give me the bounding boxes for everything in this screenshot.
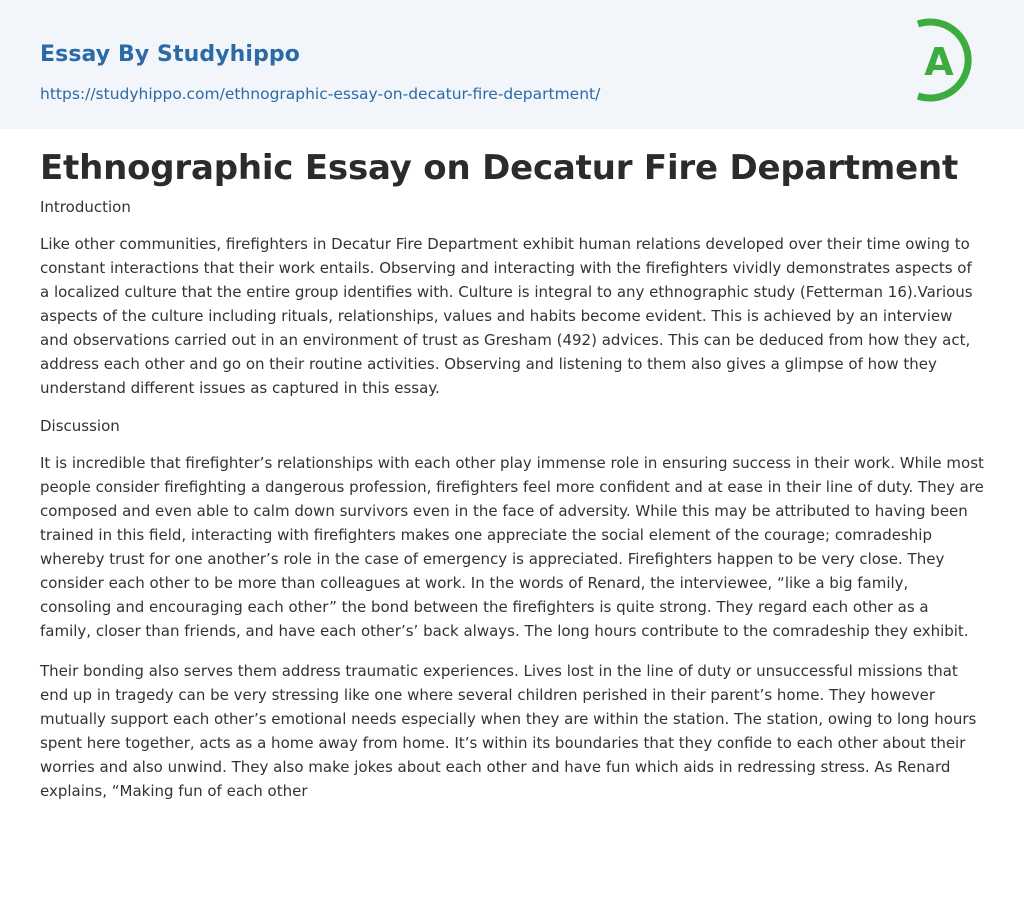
logo-letter: A (924, 40, 954, 84)
site-header (0, 0, 1024, 129)
page-url-link[interactable]: https://studyhippo.com/ethnographic-essay-on-decatur-fire-department/ (40, 85, 601, 103)
section-heading-discussion: Discussion (40, 417, 120, 435)
site-brand[interactable]: Essay By Studyhippo (40, 42, 300, 67)
paragraph-introduction: Like other communities, firefighters in Decatur Fire Department exhibit human relations developed over their time owing to constant interactions that their work entails. Observing and interacting with the firefighters vividly demonstrates aspects of a localized culture that the entire group identifies with. Culture is integral to any ethnographic study (Fetterman 16).Various aspects of the culture including rituals, relationships, values and habits become evident. This is achieved by an interview and observations carried out in an environment of trust as Gresham (492) advices. This can be deduced from how they act, address each other and go on their routine activities. Observing and listening to them also gives a glimpse of how they understand different issues as captured in this essay. (40, 235, 973, 397)
studyhippo-logo-icon[interactable] (908, 16, 988, 108)
section-heading-introduction: Introduction (40, 198, 131, 216)
article-title: Ethnographic Essay on Decatur Fire Department (40, 148, 958, 188)
article (0, 129, 1024, 803)
paragraph-discussion-1: It is incredible that firefighter’s relationships with each other play immense role in ensuring success in their work. While most people consider firefighting a dangerous profession, firefighters feel more confident and at ease in their line of duty. They are composed and even able to calm down survivors even in the face of adversity. While this may be attributed to having been trained in this field, interacting with firefighters makes one appreciate the social element of the courage; comradeship whereby trust for one another’s role in the case of emergency is appreciated. Firefighters happen to be very close. They consider each other to be more than colleagues at work. In the words of Renard, the interviewee, “like a big family, consoling and encouraging each other” the bond between the firefighters is quite strong. They regard each other as a family, closer than friends, and have each other’s’ back always. The long hours contribute to the comradeship they exhibit. (40, 454, 984, 640)
paragraph-discussion-2: Their bonding also serves them address traumatic experiences. Lives lost in the line of duty or unsuccessful missions that end up in tragedy can be very stressing like one where several children perished in their parent’s home. They however mutually support each other’s emotional needs especially when they are within the station. The station, owing to long hours spent here together, acts as a home away from home. It’s within its boundaries that they confide to each other about their worries and also unwind. They also make jokes about each other and have fun which aids in redressing stress. As Renard explains, “Making fun of each other (40, 662, 977, 800)
